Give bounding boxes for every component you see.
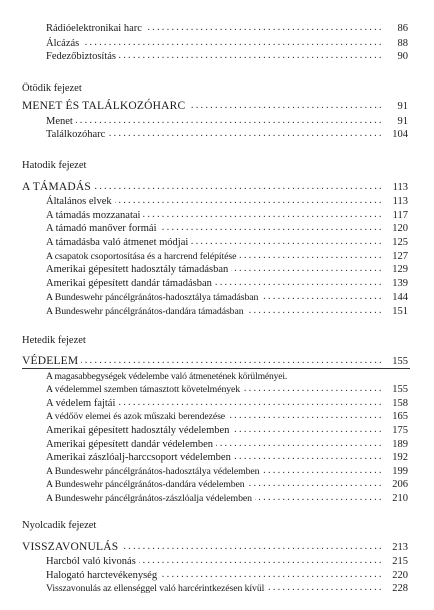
entry-title: Amerikai gépesített dandár támadásban [46, 277, 215, 290]
entry-title: Menet [46, 115, 76, 128]
dot-leader [46, 36, 406, 49]
entry-title: Fedezőbiztosítás [46, 50, 119, 63]
entry-page: 199 [384, 465, 408, 478]
chapter-title: MENET ÉS TALÁLKOZÓHARC [22, 100, 188, 113]
entry-page: 91 [384, 115, 408, 128]
entry-page: 206 [384, 478, 408, 491]
entry-page: 155 [384, 383, 408, 396]
toc-entry [0, 222, 434, 235]
toc-entry [0, 263, 434, 276]
entry-page: 113 [384, 181, 408, 194]
entry-page: 210 [384, 492, 408, 505]
chapter-label: Hatodik fejezet [22, 160, 87, 171]
toc-entry [0, 236, 434, 249]
toc-entry [0, 291, 434, 304]
entry-title: Amerikai gépesített hadosztály védelemben [46, 424, 232, 437]
chapter-label: Hetedik fejezet [22, 335, 86, 346]
dot-leader [46, 114, 406, 127]
entry-page: 213 [384, 541, 408, 554]
entry-page: 139 [384, 277, 408, 290]
toc-entry [0, 50, 434, 63]
entry-title: Harcból való kivonás [46, 555, 139, 568]
entry-title: A támadás mozzanatai [46, 209, 143, 222]
entry-title: Amerikai gépesített hadosztály támadásban [46, 263, 231, 276]
entry-page: 113 [384, 195, 408, 208]
toc-entry [0, 128, 434, 141]
entry-page: 90 [384, 50, 408, 63]
entry-page: 104 [384, 128, 408, 141]
chapter-heading [0, 541, 434, 554]
chapter-heading [0, 181, 434, 194]
entry-title: Álcázás [46, 37, 82, 50]
entry-page: 127 [384, 250, 408, 263]
entry-title: A Bundeswehr páncélgránátos-hadosztálya védelemben [46, 465, 262, 478]
entry-title: A védelemmel szemben támasztott követelmények [46, 383, 243, 396]
chapter-label: Nyolcadik fejezet [22, 520, 97, 531]
entry-title: A támadó manőver formái [46, 222, 160, 235]
entry-page: 120 [384, 222, 408, 235]
entry-title: Rádióelektronikai harc [46, 22, 145, 35]
entry-page: 125 [384, 236, 408, 249]
toc-entry [0, 383, 434, 396]
entry-title: Általános elvek [46, 195, 115, 208]
entry-title: A Bundeswehr páncélgránátos-zászlóalja védelemben [46, 492, 255, 505]
toc-entry [0, 424, 434, 437]
toc-entry [0, 277, 434, 290]
chapter-title: A TÁMADÁS [22, 181, 94, 194]
toc-entry [0, 582, 434, 595]
toc-entry [0, 305, 434, 318]
entry-page: 88 [384, 37, 408, 50]
toc-entry [0, 478, 434, 491]
toc-entry [0, 555, 434, 568]
entry-page: 129 [384, 263, 408, 276]
entry-title: Amerikai zászlóalj-harccsoport védelemben [46, 451, 234, 464]
entry-page: 189 [384, 438, 408, 451]
entry-page: 165 [384, 410, 408, 423]
chapter-title: VÉDELEM [22, 355, 81, 368]
entry-page: 158 [384, 397, 408, 410]
entry-page: 215 [384, 555, 408, 568]
entry-title: Visszavonulás az ellenséggel való harcérintkezésen kívül [46, 582, 267, 595]
chapter-title: VISSZAVONULÁS [22, 541, 121, 554]
entry-title: A csapatok csoportosítása és a harcrend felépítése [46, 250, 239, 263]
chapter-label: Ötödik fejezet [22, 83, 82, 94]
entry-page: 117 [384, 209, 408, 222]
entry-title: A Bundeswehr páncélgránátos-dandára védelemben [46, 478, 248, 491]
entry-title: Amerikai gépesített dandár védelemben [46, 438, 216, 451]
entry-page: 192 [384, 451, 408, 464]
heading-rule [22, 368, 410, 369]
toc-entry [0, 410, 434, 423]
entry-title: A védelem fajtái [46, 397, 118, 410]
entry-page: 86 [384, 22, 408, 35]
entry-page: 155 [384, 355, 408, 368]
toc-entry [0, 492, 434, 505]
entry-title: Találkozóharc [46, 128, 108, 141]
entry-title: A támadásba való átmenet módjai [46, 236, 191, 249]
entry-page: 151 [384, 305, 408, 318]
entry-title: Halogató harctevékenység [46, 569, 160, 582]
entry-page: 144 [384, 291, 408, 304]
entry-title: A magasabbegységek védelembe való átmenetének körülményei. [46, 370, 290, 383]
entry-title: A védőöv elemei és azok műszaki berendezése [46, 410, 228, 423]
entry-page: 175 [384, 424, 408, 437]
toc-entry [0, 451, 434, 464]
chapter-heading [0, 100, 434, 113]
entry-title: A Bundeswehr páncélgránátos-dandára támadásban [46, 305, 247, 318]
entry-title: A Bundeswehr páncélgránátos-hadosztálya támadásban [46, 291, 261, 304]
entry-page: 228 [384, 582, 408, 595]
chapter-heading [0, 355, 434, 368]
toc-entry [0, 195, 434, 208]
entry-page: 91 [384, 100, 408, 113]
entry-page: 220 [384, 569, 408, 582]
toc-entry [0, 22, 434, 35]
